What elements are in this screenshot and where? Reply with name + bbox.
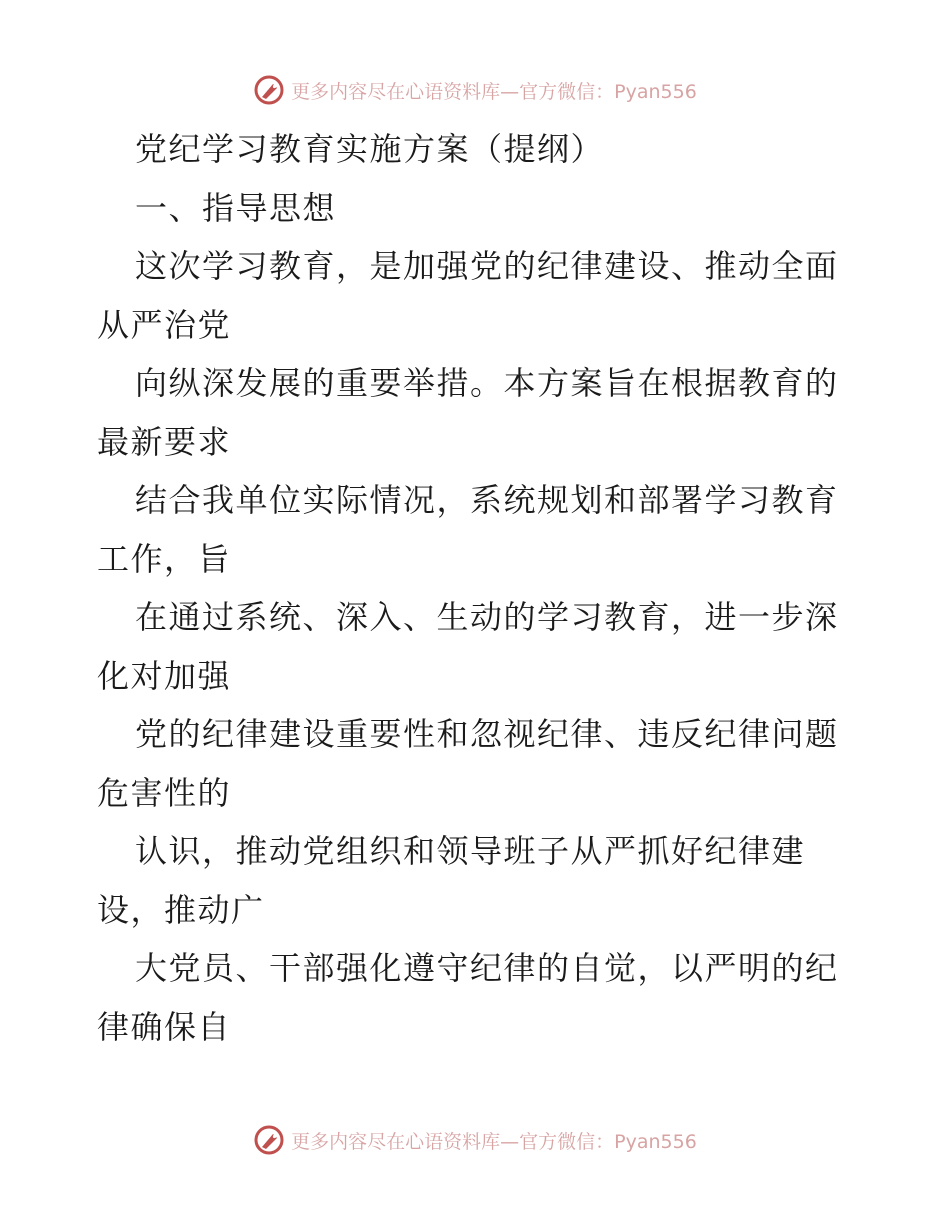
paragraph-line: 最新要求 (97, 422, 232, 461)
section-heading: 一、指导思想 (135, 188, 337, 227)
document-body (97, 120, 867, 1056)
paragraph-line: 工作，旨 (97, 539, 232, 578)
paragraph-line: 这次学习教育，是加强党的纪律建设、推动全面 (135, 247, 839, 285)
document-title: 党纪学习教育实施方案（提纲） (135, 130, 605, 168)
paragraph-line: 危害性的 (97, 773, 232, 812)
paragraph-line: 结合我单位实际情况，系统规划和部署学习教育 (135, 481, 839, 519)
watermark-text: 更多内容尽在心语资料库—官方微信：Pyan556 (291, 1130, 697, 1153)
paragraph-line: 律确保自 (97, 1007, 232, 1046)
paragraph-line: 认识，推动党组织和领导班子从严抓好纪律建 (135, 832, 806, 870)
pen-nib-logo-icon (253, 1124, 285, 1156)
pen-nib-logo-icon (253, 74, 285, 106)
paragraph-line: 大党员、干部强化遵守纪律的自觉，以严明的纪 (135, 949, 839, 987)
paragraph-line: 向纵深发展的重要举措。本方案旨在根据教育的 (135, 364, 839, 402)
paragraph-line: 在通过系统、深入、生动的学习教育，进一步深 (135, 598, 839, 636)
watermark-banner-top (0, 70, 950, 110)
paragraph-line: 从严治党 (97, 305, 232, 344)
watermark-text: 更多内容尽在心语资料库—官方微信：Pyan556 (291, 80, 697, 103)
paragraph-line: 党的纪律建设重要性和忽视纪律、违反纪律问题 (135, 715, 839, 753)
paragraph-line: 化对加强 (97, 656, 232, 695)
watermark-banner-bottom (0, 1120, 950, 1160)
paragraph-line: 设，推动广 (97, 890, 265, 929)
